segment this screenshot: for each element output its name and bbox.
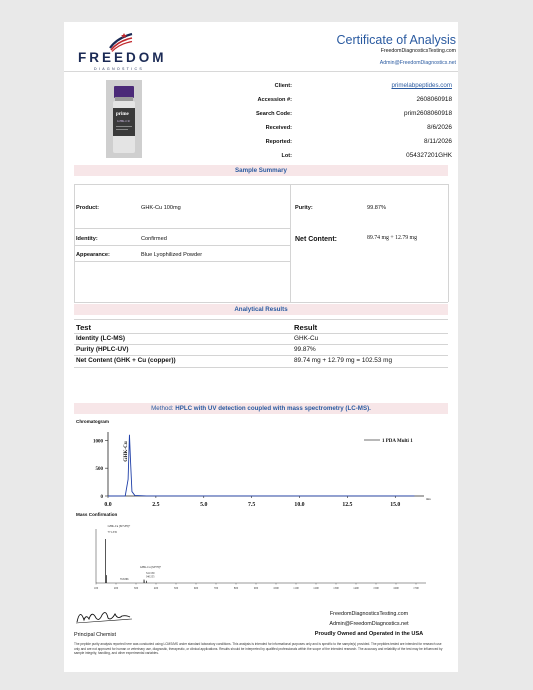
mass-x-tick-label: 800 — [233, 587, 239, 590]
sample-summary-heading: Sample Summary — [74, 165, 448, 176]
mass-x-tick-label: 100 — [93, 587, 99, 590]
summary-right-edge — [448, 184, 449, 302]
mass-x-tick-label: 200 — [113, 587, 119, 590]
results-col-result: Result — [294, 323, 318, 332]
method-text: HPLC with UV detection coupled with mass spectrometry (LC-MS). — [175, 405, 371, 412]
summary-rule-top — [74, 184, 448, 185]
purity-label: Purity: — [295, 205, 313, 211]
mass-x-tick-label: 600 — [193, 587, 199, 590]
summary-row-rule-3 — [74, 261, 290, 262]
lot-label: Lot: — [281, 153, 292, 159]
reported-label: Reported: — [265, 139, 292, 145]
header-website[interactable]: FreedomDiagnosticsTesting.com — [380, 48, 456, 54]
mass-annotation: 340.555 — [146, 575, 155, 579]
svg-text:prime: prime — [116, 112, 129, 117]
document-title: Certificate of Analysis — [336, 33, 456, 47]
mass-annotation: GHK-Cu [M+H]+ — [140, 565, 162, 569]
mass-x-tick-label: 500 — [173, 587, 179, 590]
chromatogram-label: Chromatogram — [76, 419, 109, 424]
footer-email[interactable]: Admin@FreedomDiagnostics.net — [329, 621, 409, 627]
chrom-y-tick-label: 0 — [100, 495, 103, 500]
client-link[interactable]: primelabpeptides.com — [391, 82, 452, 89]
chrom-x-tick-label: 12.5 — [342, 502, 353, 508]
signer-title: Principal Chemist — [74, 632, 116, 638]
summary-row-rule-1 — [74, 228, 290, 229]
mass-annotation: GHK-Cu [M+2H]+ — [107, 524, 131, 528]
lot-value: 054327201GHK — [406, 152, 452, 159]
search-code-value: prim2608060918 — [404, 110, 452, 117]
chrom-x-unit: min — [426, 497, 431, 501]
chrom-legend: 1 PDA Multi 1 — [382, 439, 413, 444]
mass-x-tick-label: 700 — [213, 587, 219, 590]
result-row-test: Identity (LC-MS) — [76, 335, 125, 342]
mass-confirmation-label: Mass Confirmation — [76, 512, 118, 517]
signature-image — [74, 606, 134, 626]
results-rule-top — [74, 319, 448, 320]
summary-col-divider — [290, 184, 291, 302]
analytical-results-heading: Analytical Results — [74, 304, 448, 315]
mass-x-tick-label: 1100 — [293, 587, 299, 590]
purity-value: 99.87% — [367, 205, 386, 211]
mass-x-tick-label: 400 — [153, 587, 159, 590]
product-value: GHK-Cu 100mg — [141, 205, 181, 211]
footer-disclaimer: The peptide purity analysis reported here was conducted using LCMS/MS under standard laboratory conditions. This analysis is intended for informational purposes only and is specific to the sample(s) provided. The peptides tested are intended for research use only and are not approved for human or veterinary use, diagnostic, therapeutic, or clinical applications. Results should be interpreted by qualified professionals within the scope of the intended research. The accuracy and reliability of the test may be influenced by sample integrity, handling, and other experimental variables. — [74, 642, 443, 656]
results-rule-2 — [74, 355, 448, 356]
chrom-x-tick-label: 2.5 — [152, 502, 160, 508]
results-col-test: Test — [76, 323, 92, 332]
summary-rule-bottom — [74, 302, 448, 303]
chrom-x-tick-label: 5.0 — [200, 502, 208, 508]
mass-x-tick-label: 900 — [253, 587, 259, 590]
client-label: Client: — [274, 83, 292, 89]
mass-x-tick-label: 1400 — [353, 587, 359, 590]
result-row-value: GHK-Cu — [294, 335, 319, 342]
mass-x-tick-label: 300 — [133, 587, 139, 590]
header-email[interactable]: Admin@FreedomDiagnostics.net — [379, 60, 456, 66]
mass-x-tick-label: 1700 — [413, 587, 419, 590]
received-label: Received: — [265, 125, 292, 131]
method-band — [74, 403, 448, 414]
svg-text:GHK-CU: GHK-CU — [117, 119, 131, 123]
identity-value: Confirmed — [141, 236, 167, 242]
chrom-x-tick-label: 15.0 — [390, 502, 401, 508]
results-rule-3 — [74, 367, 448, 368]
logo-wordmark: FREEDOM — [78, 50, 167, 65]
certificate-page — [64, 22, 458, 672]
search-code-label: Search Code: — [255, 111, 292, 117]
net-content-label: Net Content: — [295, 236, 337, 243]
chrom-x-tick-label: 10.0 — [294, 502, 305, 508]
chrom-x-tick-label: 7.5 — [248, 502, 256, 508]
mass-x-tick-label: 1300 — [333, 587, 339, 590]
result-row-value: 99.87% — [294, 346, 316, 353]
mass-annotation: 341.559 — [146, 572, 155, 575]
mass-x-tick-label: 1500 — [373, 587, 379, 590]
net-content-value: 89.74 mg + 12.79 mg — [367, 235, 417, 241]
mass-annotation: 771.335 — [107, 530, 118, 534]
mass-x-tick-label: 1200 — [313, 587, 319, 590]
header-divider — [64, 71, 458, 72]
mass-x-tick-label: 1000 — [273, 587, 279, 590]
mass-annotation: 353.866 — [120, 578, 129, 581]
results-rule-1 — [74, 344, 448, 345]
accession-value: 2608060918 — [416, 96, 452, 103]
results-rule-head — [74, 333, 448, 334]
reported-value: 8/11/2026 — [424, 138, 452, 145]
product-vial-image — [106, 80, 142, 158]
summary-row-rule-2 — [74, 245, 290, 246]
chrom-y-tick-label: 1000 — [93, 439, 103, 445]
chrom-trace — [108, 435, 414, 496]
product-label: Product: — [76, 205, 99, 211]
chrom-peak-label: GHK-Cu — [123, 441, 130, 462]
logo-subtitle: DIAGNOSTICS — [94, 67, 145, 71]
method-label: Method: — [151, 405, 174, 412]
chrom-y-tick-label: 500 — [95, 467, 103, 473]
chromatogram-chart — [76, 426, 448, 510]
flag-logo-icon — [108, 32, 132, 52]
footer-tagline: Proudly Owned and Operated in the USA — [314, 631, 424, 637]
appearance-value: Blue Lyophilized Powder — [141, 252, 203, 258]
footer-website[interactable]: FreedomDiagnosticsTesting.com — [329, 611, 409, 617]
result-row-test: Net Content (GHK + Cu (copper)) — [76, 357, 176, 364]
chrom-x-tick-label: 0.0 — [104, 502, 112, 508]
result-row-value: 89.74 mg + 12.79 mg = 102.53 mg — [294, 357, 393, 364]
summary-left-edge — [74, 184, 75, 302]
identity-label: Identity: — [76, 236, 98, 242]
appearance-label: Appearance: — [76, 252, 110, 258]
received-value: 8/6/2026 — [427, 124, 452, 131]
mass-x-tick-label: 1600 — [393, 587, 399, 590]
result-row-test: Purity (HPLC-UV) — [76, 346, 129, 353]
mass-spectrum-chart — [76, 519, 448, 595]
accession-label: Accession #: — [257, 97, 292, 103]
